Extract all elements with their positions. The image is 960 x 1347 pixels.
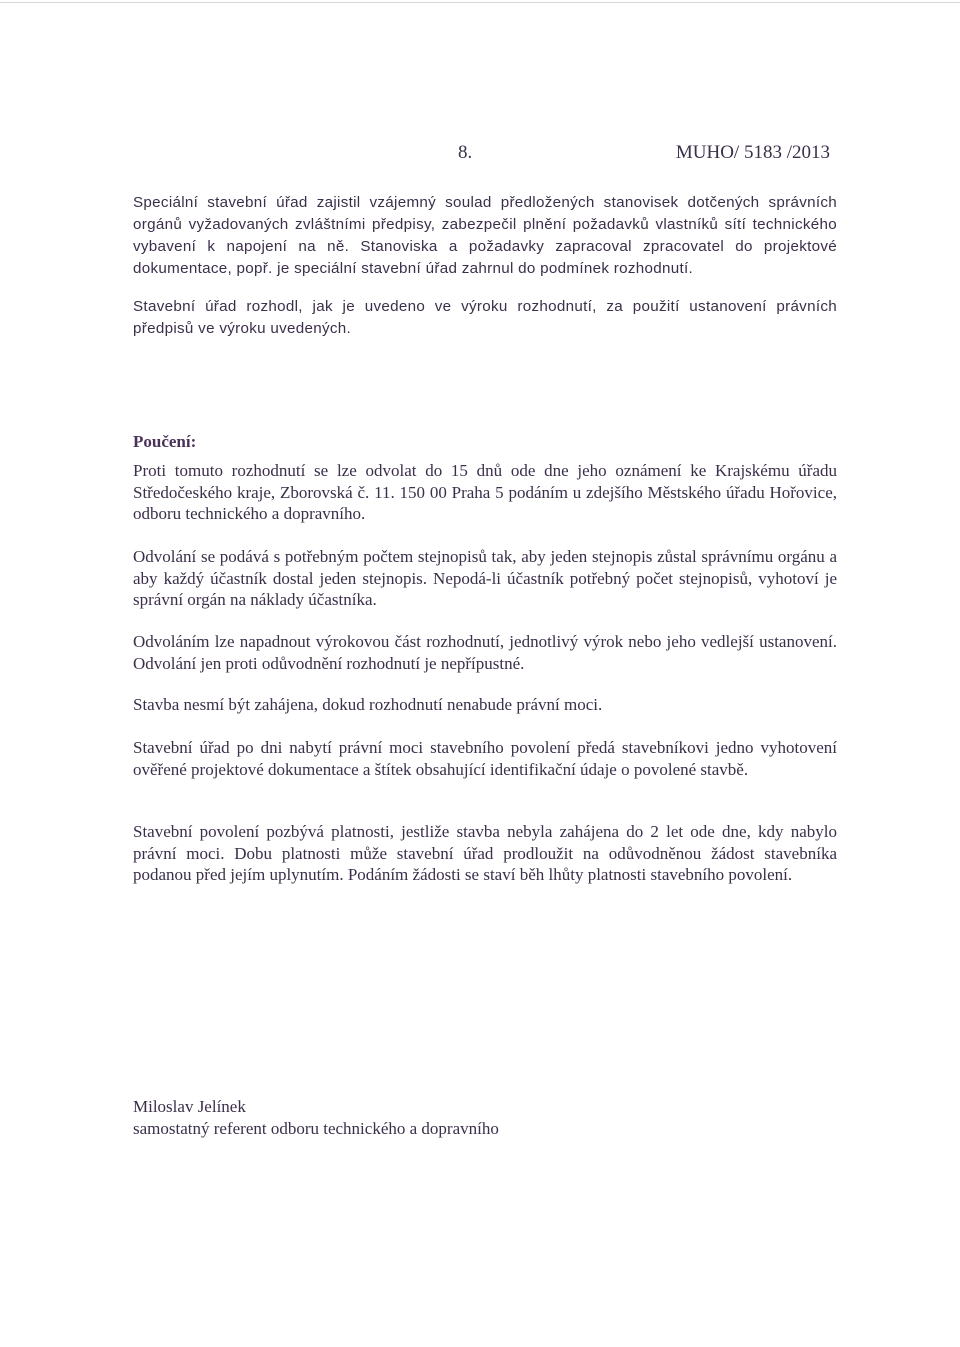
signatory-name: Miloslav Jelínek [133, 1097, 246, 1116]
document-reference: MUHO/ 5183 /2013 [675, 142, 830, 163]
paragraph-decision: Stavební úřad rozhodl, jak je uvedeno ve výroku rozhodnutí, za použití ustanovení právních předpisů ve výroku uvedených. [133, 298, 837, 337]
top-scan-edge [0, 2, 960, 3]
instruction-documentation: Stavební úřad po dni nabytí právní moci stavebního povolení předá stavebníkovi jedno vyhotovení ověřené projektové dokumentace a štítek obsahující identifikační údaje o povolené stavbě. [133, 738, 837, 779]
page-number: 8. [458, 142, 473, 163]
instruction-validity: Stavební povolení pozbývá platnosti, jestliže stavba nebyla zahájena do 2 let ode dne, kdy nabylo právní moci. Dobu platnosti může stavební úřad prodloužit na odůvodněnou žádost stavebníka podanou před jejím uplynutím. Podáním žádosti se staví běh lhůty platnosti stavebního povolení. [133, 822, 837, 884]
instruction-heading: Poučení: [133, 432, 197, 451]
signatory-title: samostatný referent odboru technického a dopravního [133, 1119, 499, 1138]
signature-block [133, 1096, 499, 1140]
instruction-construction-start: Stavba nesmí být zahájena, dokud rozhodnutí nenabude právní moci. [133, 695, 603, 714]
instruction-appeal-copies: Odvolání se podává s potřebným počtem stejnopisů tak, aby jeden stejnopis zůstal správnímu orgánu a aby každý účastník dostal jeden stejnopis. Nepodá-li účastník potřebný počet stejnopisů, vyhotoví je správní orgán na náklady účastníka. [133, 547, 837, 609]
instruction-appeal-deadline: Proti tomuto rozhodnutí se lze odvolat do 15 dnů ode dne jeho oznámení ke Krajskému úřadu Středočeského kraje, Zborovská č. 11. 150 00 Praha 5 podáním u zdejšího Městského úřadu Hořovice, odboru technického a dopravního. [133, 461, 837, 523]
paragraph-coordination: Speciální stavební úřad zajistil vzájemný soulad předložených stanovisek dotčených správních orgánů vyžadovaných zvláštními předpisy, zabezpečil plnění požadavků vlastníků sítí technického vybavení k napojení na ně. Stanoviska a požadavky zapracoval zpracovatel do projektové dokumentace, popř. je speciální stavební úřad zahrnul do podmínek rozhodnutí. [133, 194, 837, 277]
instruction-appeal-scope: Odvoláním lze napadnout výrokovou část rozhodnutí, jednotlivý výrok nebo jeho vedlejší ustanovení. Odvolání jen proti odůvodnění rozhodnutí je nepřípustné. [133, 632, 837, 673]
